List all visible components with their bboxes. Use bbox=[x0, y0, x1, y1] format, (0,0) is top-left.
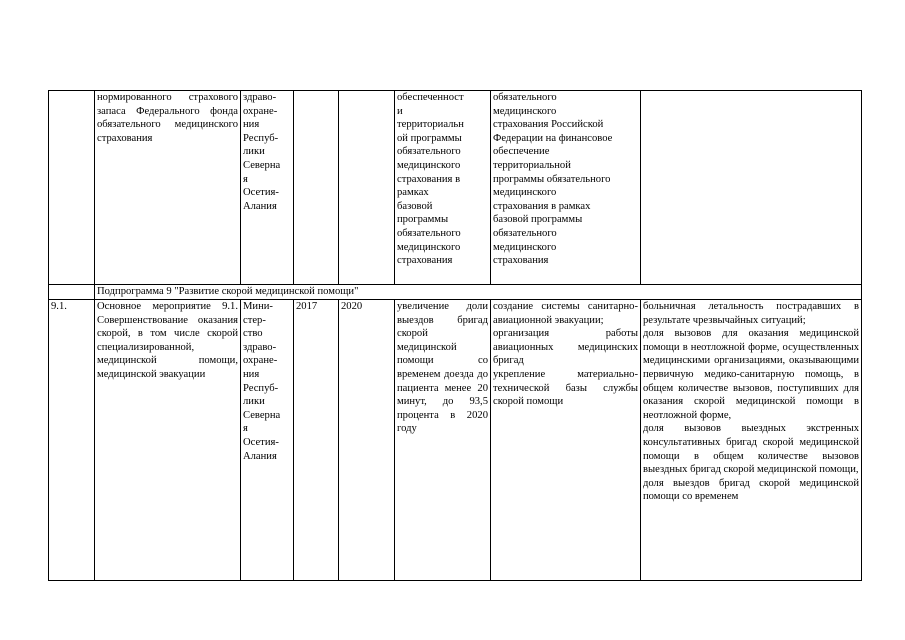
cell-number: 9.1. bbox=[49, 300, 95, 581]
cell-executor: Мини- стер- ство здраво- охране- ния Респуб- лики Северна я Осетия- Алания bbox=[241, 300, 294, 581]
cell-expected-result: увеличение доли выездов бригад скорой медицинской помощи со временем доезда до пациента менее 20 минут, до 93,5 процента в 2020 году bbox=[395, 300, 491, 581]
cell-indicators: больничная летальность пострадавших в результате чрезвычайных ситуаций; доля вызовов для оказания медицинской помощи в неотложной форме, осуществленных медицинскими организациями, оказывающими первичную медико-санитарную помощь, в общем количестве вызовов, поступивших для оказания скорой медицинской помощи в неотложной форме, доля вызовов выездных экстренных консультативных бригад скорой медицинской помощи в общем количестве вызовов выездных бригад скорой медицинской помощи, доля выездов бригад скорой медицинской помощи со временем bbox=[641, 300, 862, 581]
cell-indicators bbox=[641, 91, 862, 285]
subprogram-row bbox=[49, 285, 862, 300]
cell-executor: здраво- охране- ния Респуб- лики Северна я Осетия- Алания bbox=[241, 91, 294, 285]
cell-content: обязательного медицинского страхования Российской Федерации на финансовое обеспечение территориальной программы обязательного медицинского страхования в рамках базовой программы обязательного медицинского страхования bbox=[491, 91, 641, 285]
measures-table bbox=[48, 90, 862, 581]
cell-content: создание системы санитарно-авиационной эвакуации; организация работы авиационных медицинских бригад укрепление материально-технической базы службы скорой помощи bbox=[491, 300, 641, 581]
cell-end-year bbox=[339, 91, 395, 285]
subprogram-title: Подпрограмма 9 "Развитие скорой медицинской помощи" bbox=[95, 285, 862, 300]
cell-measure: Основное мероприятие 9.1. Совершенствование оказания скорой, в том числе скорой специализированной, медицинской помощи, медицинской эвакуации bbox=[95, 300, 241, 581]
cell-start-year: 2017 bbox=[294, 300, 339, 581]
cell-start-year bbox=[294, 91, 339, 285]
cell-number bbox=[49, 91, 95, 285]
table-row-continuation bbox=[49, 91, 862, 285]
cell-measure: нормированного страхового запаса Федерального фонда обязательного медицинского страхования bbox=[95, 91, 241, 285]
cell-subprogram-number bbox=[49, 285, 95, 300]
table-row-9-1 bbox=[49, 300, 862, 581]
cell-end-year: 2020 bbox=[339, 300, 395, 581]
cell-expected-result: обеспеченност и территориальн ой программы обязательного медицинского страхования в рамках базовой программы обязательного медицинского страхования bbox=[395, 91, 491, 285]
